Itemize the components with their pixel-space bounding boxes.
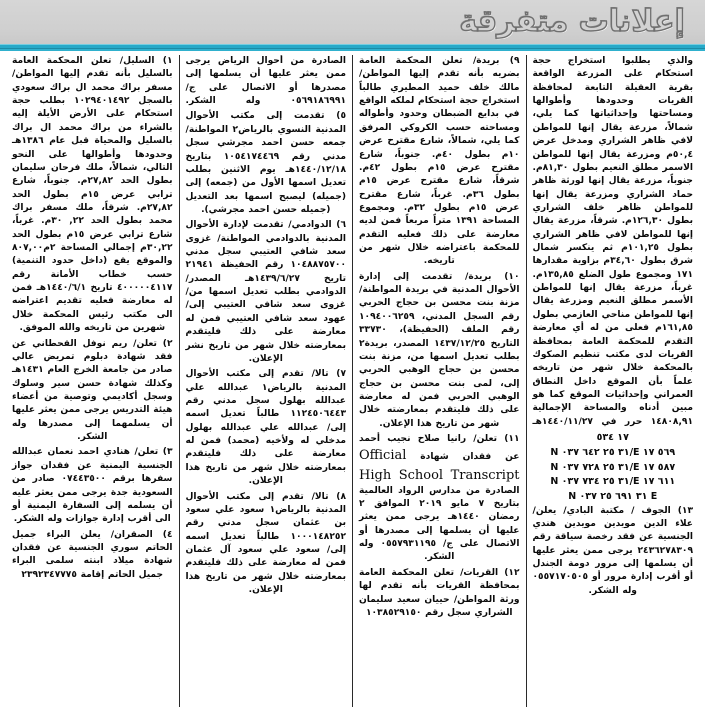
masthead	[0, 0, 705, 44]
ad-item: ٧) تالا/ تقدم إلى مكتب الأحوال المدنية بالرياض١ عبدالله علي عبدالله بهلول سجل مدني رقم ١١٢٤٥٠٦٤٤٣ طالباً تعديل اسمه إلى/ عبدالله علي عبدالله بهلول مدخلي له ولأخيه (محمد) فمن له معارضة على ذلك فليتقدم بمعارضته خلال شهر من تاريخ هذا الإعلان.	[185, 369, 346, 487]
ad-item: ٣) تعلن/ هنادي احمد نعمان عبدالله الجنسية اليمنية عن فقدان جواز سفرها برقم ٠٧٤٤٣٥٠٠ صادر من السعودية جدة يرجى ممن يعثر عليه أن يسلمه إلى السفارة اليمنية أو الى أقرب إدارة جوازات وله الشكر.	[12, 447, 173, 525]
ad-item: ١٢) القريات/ تعلن المحكمة العامة بمحافظة القريات بأنه تقدم لها ورثة المواطن/ حييان سعيد سليمان الشراري سجل رقم ١٠٣٨٥٢٩١٥٠	[359, 567, 520, 618]
ad-item: ١٣) الجوف / مكتبة البادي/ يعلن/ علاء الدين مويدين مويدين هندي الجنسية عن فقد رخصة سياقة رقم ٢٤٣٦٢٧٨٣٠٩ يرجى ممن يعثر عليها أن يسلمها إلى مرور دومة الجندل أو أقرب إدارة مرور أو ٠٥٥٧١٧٠٥٠٥ وله الشكر.	[532, 505, 693, 596]
ad-coordinates	[533, 431, 694, 505]
coordinate-line: N ٣١ ٢٥ ٧٢٨ ٠٣٧/E ٥٨٧ ١٧	[550, 461, 676, 473]
ad-item: والذي يطلبوا استخراج حجة استحكام على المزرعة الواقعة بقرية العقيلة التابعة لمحافظة القريات وحدودها وأطوالها ومساحتها وإحداثياتها كما يلي، شمالاً، مزرعة يقال إنها للمواطن لافي ظاهر الشراري ومدخل عرض ٥٠,٤م ومزرعة يقال إنها للمواطن الاسمر مطلق النعيم بطول ٨١,٣٠م. جنوباً، مزرعة يقال إنها لورثة ظاهر حماد الشراري ومزرعة يقال إنها للمواطن ظاهر خلف الشراري بطول ١٢٦,٣٠م. شرقاً، مزرعة يقال إنها للمواطن لافي ظاهر الشراري بطول ١٠١,٢٥م ثم ينكسر شمال شرق بطول ٣٤,٦٠م بزاوية مقدارها ١٧١ ومجموع طول الضلع ١٣٥,٨٥م. غرباً، مزرعة يقال إنها للمواطن الأسمر مطلق النعيم ومزرعة يقال إنها للمواطن مناحي العازمي بطول ١٦١,٨٥م فعلى من له أي معارضة التقدم للمحكمة العامة بمحافظة القريات لدى مكتب تنظيم الصكوك بالمحكمة خلال شهر من تاريخه علماً بأن الموقع داخل النطاق العمراني وإحداثيات الموقع كما هو مبين أدناه والمساحة الإجمالية ١٤٨٠٨,٩١ حرر في ١٤٤٠/١١/٢٧هـ	[532, 56, 693, 427]
ad-text-after: الصادرة من مدارس الرواد العالمية بتاريخ ٧ مايو ٢٠١٩ الموافق ٢ رمضان ١٤٤٠هـ يرجى ممن يعثر عليها أن يسلمها إلى مصدرها أو الاتصال على ج/ ٠٥٥٧٩٣١١٩٥ وله الشكر.	[359, 485, 520, 563]
ad-item: ٥) تقدمت إلى مكتب الأحوال المدنية النسوي بالرياض٢ المواطنة/ جمعه حسن احمد مجرشي سجل مدني رقم ١٠٥٤١٧٤٤٦٩ بتاريخ ١٤٤٠/١٢/١٨هـ يوم الاثنين بطلب تعديل اسمها الأول من (جمعه) إلى (جميله) ليصبح اسمها بعد التعديل (جميله حسن احمد مجرشي).	[185, 111, 346, 215]
ad-item	[359, 433, 520, 565]
ad-item: الصادرة من أحوال الرياض يرجى ممن يعثر عليها أن يسلمها إلى مصدرها أو الاتصال على ج/ ٠٥٦٩١٨٦٩٩١ وله الشكر.	[185, 56, 346, 107]
ad-columns	[0, 51, 705, 711]
coordinate-line: N ٣١ ٦٩١ ٢٥ ٠٣٧ E	[568, 490, 658, 502]
page-title: إعلانات متفرقة	[459, 4, 685, 39]
ad-column-2	[353, 55, 527, 707]
ad-item: ٦) الدوادمي/ تقدمت لإدارة الأحوال المدنية بالدوادمي المواطنة/ غزوى سعد شافي العتيبي سجل مدني ١٠٤٨٨٧٥٧٠٠ رقم الحفيظة ٢١٩٤١ تاريخ ١٤٣٩/٦/٢٧هـ المصدر/ الدوادمي بطلب تعديل اسمها من/ غزوى سعد شافي العتيبي إلى/ عهود سعد شافي العتيبي فمن له معارضة على ذلك فليتقدم بمعارضته خلال شهر من تاريخ نشر الإعلان.	[185, 220, 346, 364]
ad-latin-title: Official High School Transcript	[359, 448, 520, 483]
ad-item: ١) السليل/ تعلن المحكمة العامة بالسليل بأنه تقدم إليها المواطن/ مسفر براك محمد ال براك سعودي بالسجل ١٠٢٩٤٠١٤٩٢ بطلب حجة استحكام على الأرض الأيلة إليه بالشراء من براك محمد ال براك بالسليل والمحياة قبل عام ١٣٨٦هـ وحدودها وأطوالها على النحو التالي، شمالاً، ملك فرحان سليمان بطول الحد ٢٧,٨٢م. جنوباً، شارع ترابي عرض ١٥م بطول الحد ٢٧,٨٢م. شرقاً، ملك مسفر براك محمد بطول الحد ٢٢, ٣٠م. غرباً، شارع ترابي عرض ١٥م بطول الحد ٣٠,٢٢م إجمالي المساحة ٢م٨٠٧,٠٠ والموقع يقع (داخل حدود التنمية) حسب خطاب الأمانة رقم ٤٠٠٠٠٠٤١١٧ تاريخ ١٤٤٠/٦/١هـ فمن له معارضة فعليه تقديم اعتراضه الى مكتب رئيس المحكمة خلال شهرين من تاريخه والله الموفق.	[12, 56, 173, 334]
ad-column-3	[180, 55, 354, 707]
ad-column-1	[527, 55, 700, 707]
ad-column-4	[6, 55, 180, 707]
ad-item: ٤) الصقران/ يعلن البراء جميل الحاتم سوري الجنسية عن فقدان شهادة ميلاد ابنته سلمى البراء جميل الحاتم إقامة ٢٣٩٢٣٤٧٧٧٥	[12, 529, 173, 580]
ad-item: ٨) تالا/ تقدم إلى مكتب الأحوال المدنية بالرياض١ سعود علي سعود بن عثمان سجل مدني رقم ١٠٠٠١٤٨٢٥٢ طالباً تعديل اسمه إلى/ سعود علي سعود آل عثمان فمن له معارضة على ذلك فليتقدم بمعارضته خلال شهر من تاريخ هذا الإعلان.	[185, 491, 346, 596]
ad-text-before: ١١) تعلن/ رانيا صلاح نجيب أحمد عن فقدان شهادة	[359, 434, 520, 463]
ad-item: ٩) بريدة/ تعلن المحكمة العامة بضريه بأنه تقدم إليها المواطن/ مالك خلف حميد المطيري طالباً استخراج حجة استحكام لملكه الواقع في بدايع الضبطان وحدود وأطواله ومساحته حسب الكروكي المرفق كما يلي، شمالاً، شارع مقترح عرض ١٠م بطول ٤٠م. جنوباً، شارع مقترح عرض ١٥م بطول ٤٢م. شرقاً، شارع مقترح عرض ١٥م بطول ٣٦م. غرباً، شارع مقترح عرض ١٥م بطول ٣٢م. ومجموع المساحة ١٣٩١ متراً مربعاً فمن لديه معارضة على ذلك فعليه التقدم للمحكمة باعتراضه خلال شهر من تاريخه.	[359, 56, 520, 267]
coordinate-prefix: ١٧ ٥٣٤	[596, 432, 629, 444]
ad-item: ١٠) بريدة/ تقدمت إلى إدارة الأحوال المدنية في بريدة المواطنة/ مزنة بنت محسن بن حجاج الحربي رقم السجل المدني، ١٠٩٤٠٠٦٢٥٩ رقم الملف (الحفيظة)، ٣٣٧٣٠ التاريخ ١٤٣٧/١٢/٢٥ المصدر، بريدة٢ بطلب تعديل اسمها من، مزنة بنت محسن بن حجاج الوهبي الحربي إلى، لمى بنت محسن بن حجاج الوهبي الحربي فمن له معارضة على ذلك فليتقدم بمعارضته خلال شهر من تاريخ هذا الإعلان.	[359, 271, 520, 429]
ad-item: ٢) تعلن/ ريم نوفل القحطاني عن فقد شهادة دبلوم تمريض عالي صادر من جامعة الخرج العام ١٤٣١هـ وكذلك شهادة حسن سير وسلوك وسجل أكاديمي وتوصية من أعضاء هيئة التدريس يرجى ممن يعثر عليها أن يسلمهما إلى مصدرها وله الشكر.	[12, 338, 173, 443]
coordinate-line: N ٣١ ٢٥ ٦٤٢ ٠٣٧/E ٥٦٩ ١٧	[550, 446, 676, 458]
coordinate-line: N ٣١ ٢٥ ٧٣٤ ٠٣٧/E ٦١١ ١٧	[550, 476, 676, 488]
